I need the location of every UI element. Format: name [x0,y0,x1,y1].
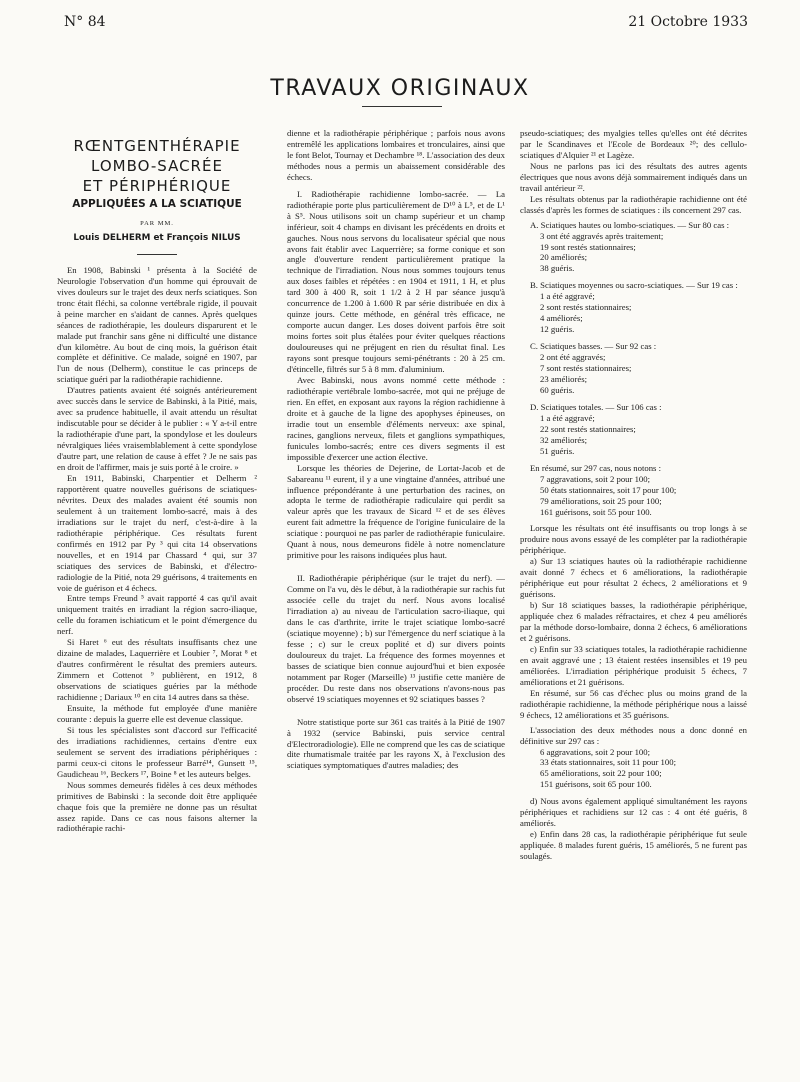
stats-line: 23 améliorés; [540,374,588,385]
stats-line: 60 guéris. [540,384,575,395]
stats-line: 33 états stationnaires, soit 11 pour 100; [540,757,677,768]
paragraph: Si tous les spécialistes sont d'accord sur l'efficacité des irradiations rachidiennes, certains d'entre eux seulement se servent des irradiations périphériques : parmi ceux-ci citons le professeur Barré¹⁴, Gunsett ¹⁵, Gaudicheau ¹⁶, Beckers ¹⁷, Boine ⁸ et les auteurs belges. [57,724,257,779]
page-number: N° 84 [64,14,106,30]
paragraph: e) Enfin dans 28 cas, la radiothérapie périphérique fut seule appliquée. 8 malades furent guéris, 15 améliorés, 5 ne furent pas soulagés. [520,829,747,862]
stats-line: 79 améliorations, soit 25 pour 100; [540,495,662,506]
article-by: PAR MM. [140,219,174,227]
paragraph: a) Sur 13 sciatiques hautes où la radiothérapie rachidienne avait donné 7 échecs et 6 améliorations, la radiothérapie périphérique eut pour résultat 2 échecs, 2 améliorations et 9 guérisons. [520,556,747,600]
stats-line: 151 guérisons, soit 65 pour 100. [540,779,652,790]
stats-block-a [520,220,747,275]
stats-line: 1 a été aggravé; [540,412,595,423]
article-authors: Louis DELHERM et François NILUS [73,232,241,243]
paragraph: Lorsque les résultats ont été insuffisants ou trop longs à se produire nous avons essayé de les compléter par la radiothérapie périphérique. [520,523,747,556]
article-subtitle: APPLIQUÉES A LA SCIATIQUE [72,198,242,210]
stats-line: 3 ont été aggravés après traitement; [540,230,664,241]
column-1 [57,128,257,834]
stats-block-c [520,341,747,396]
section-peripherique: II. Radiothérapie périphérique (sur le trajet du nerf). — Comme on l'a vu, dès le début, à la radiothérapie sur rachis fut associée celle du trajet du nerf. Nous avons localisé l'irradiation a) au niveau de l'articulation sacro-iliaque, qui dans le cas d'arthrite, irrite le trajet sciatique lombo-sacré (sciatique moyenne) ; b) sur l'émergence du nerf sciatique à la fesse ; c) sur le creux poplité et d) sur divers points douloureux du trajet. La fréquence des formes moyennes et basses de sciatique bien connue aujourd'hui et bien exposée notamment par Roger (Marseille) ¹³ justifie cette manière de procéder. Du reste dans nos observations n'avons-nous pas observé 19 sciatiques moyennes et 92 sciatiques basses ? [287,573,505,704]
stats-head: B. Sciatiques moyennes ou sacro-sciatiques. — Sur 19 cas : [530,280,738,291]
stats-line: 51 guéris. [540,445,575,456]
stats-line: 22 sont restés stationnaires; [540,423,636,434]
stats-head: C. Sciatiques basses. — Sur 92 cas : [530,341,657,352]
stats-head: En résumé, sur 297 cas, nous notons : [530,462,662,473]
stats-line: 7 sont restés stationnaires; [540,363,632,374]
stats-line: 1 a été aggravé; [540,291,595,302]
article-rule [137,254,177,255]
page-header [64,14,748,36]
stats-line: 65 améliorations, soit 22 pour 100; [540,768,662,779]
paragraph: En résumé, sur 56 cas d'échec plus ou moins grand de la radiothérapie rachidienne, la méthode périphérique nous a laissé 9 échecs, 12 améliorations et 35 guérisons. [520,687,747,720]
stats-head: D. Sciatiques totales. — Sur 106 cas : [530,401,662,412]
paragraph: Avec Babinski, nous avons nommé cette méthode : radiothérapie vertébrale lombo-sacrée, mot qui ne préjuge de rien. En effet, en exposant aux rayons la région rachidienne à droite et à gauche de la ligne des apophyses épineuses, on irradie tout un ensemble d'éléments nerveux: axe spinal, racines, ganglions nerveux, filets et ganglions sympathiques, funicules lombo-sacrés; entre ces divers segments il est impossible d'exercer une action élective. [287,374,505,462]
paragraph: d) Nous avons également appliqué simultanément les rayons périphériques et rachidiens sur 12 cas : 4 ont été guéris, 8 améliorés. [520,796,747,829]
paragraph: Entre temps Freund ⁵ avait rapporté 4 cas qu'il avait uniquement traités en irradiant la région sacro-iliaque, celle du foramen ischiaticum et le point d'émergence du nerf. [57,593,257,637]
paragraph: En 1908, Babinski ¹ présenta à la Société de Neurologie l'observation d'un homme qui éprouvait de vives douleurs sur le trajet des deux nerfs sciatiques. Son tronc était fléchi, sa colonne vertébrale rigide, il pouvait à peine marcher en s'aidant de cannes. Après quelques séances de radiothérapie, les douleurs disparurent et le malade put franchir sans gêne ni difficulté une distance d'un kilomètre. Au bout de cinq mois, la guérison était complète et définitive. Ce malade, soigné en 1907, par l'un de nous (Delherm), constitue le cas princeps de sciatique guéri par la radiothérapie rachidienne. [57,264,257,385]
stats-line: 161 guérisons, soit 55 pour 100. [540,506,652,517]
stats-block-b [520,280,747,335]
stats-line: 4 améliorés; [540,313,583,324]
paragraph: pseudo-sciatiques; des myalgies telles qu'elles ont été décrites par le Scandinaves et l'Ecole de Bordeaux ²⁰; des cellulo-sciatiques d'Alquier ²¹ et Lagèze. [520,128,747,160]
paragraph: Lorsque les théories de Dejerine, de Lortat-Jacob et de Sabareanu ¹¹ eurent, il y a une vingtaine d'années, attribué une influence prépondérante à une perturbation des racines, on adopta le terme de radiothérapie radiculaire qui perdit sa valeur après que les travaux de Sicard ¹² et de ses élèves eurent fait admettre la fréquence de l'origine funiculaire de la sciatique : pourquoi ne pas parler de radiothérapie funiculaire. Quant à nous, nous demeurons fidèle à notre nomenclature primitive pour les raisons indiquées plus haut. [287,462,505,561]
stats-head: A. Sciatiques hautes ou lombo-sciatiques. — Sur 80 cas : [530,219,730,230]
stats-head: L'association des deux méthodes nous a donc donné en définitive sur 297 cas : [520,724,747,746]
summary-block-2 [520,725,747,791]
stats-line: 12 guéris. [540,324,575,335]
column-3 [520,128,747,862]
paragraph: b) Sur 18 sciatiques basses, la radiothérapie périphérique, appliquée chez 6 malades réfractaires, et chez 4 peu améliorés par la méthode dorso-lombaire, donna 2 échecs, 6 améliorations et 2 guérisons. [520,600,747,643]
summary-block-1 [520,463,747,518]
column-2 [287,128,505,771]
stats-line: 38 guéris. [540,263,575,274]
paragraph: Notre statistique porte sur 361 cas traités à la Pitié de 1907 à 1932 (service Babinski, puis service central d'Electroradiologie). Elle ne comprend que les cas de sciatique dite rhumatismale traitée par les rayons X, à l'exclusion des sciatiques symptomatiques d'autres maladies; des [287,716,505,771]
stats-line: 50 états stationnaires, soit 17 pour 100; [540,484,677,495]
paragraph: dienne et la radiothérapie périphérique ; parfois nous avons entremêlé les applications lombaires et tronculaires, ainsi que le font Belot, Tournay et Dechambre ¹⁸. L'association des deux méthodes nous a permis un abaissement considérable des échecs. [287,128,505,182]
article-title-line: ET PÉRIPHÉRIQUE [82,177,232,195]
article-title-line: LOMBO-SACRÉE [91,157,223,175]
stats-line: 2 ont été aggravés; [540,352,606,363]
stats-line: 20 améliorés; [540,252,588,263]
paragraph: Si Haret ⁶ eut des résultats insuffisants chez une dizaine de malades, Laquerrière et Loubier ⁷, Morat ⁸ et d'autres confirmèrent le résultat des premiers auteurs. Zimmern et Cottenot ⁹ publièrent, en 1912, 8 observations de sciatiques guéries par la méthode rachidienne ; Dariaux ¹⁰ en cita 14 autres dans sa thèse. [57,637,257,703]
article-title [57,136,257,196]
paragraph: Nous ne parlons pas ici des résultats des autres agents électriques que nous avons déjà sommairement indiqués dans un travail antérieur ²². [520,160,747,193]
section-rachidienne: I. Radiothérapie rachidienne lombo-sacrée. — La radiothérapie porte plus particulièrement de D¹⁰ à L⁵, et de L¹ à S⁵. Nous utilisons soit un champ supérieur et un champ inférieur, soit 4 champs en divisant les précédents en droits et gauches. Nous nous servons du localisateur spécial que nous avons fait établir avec Laquerrière; sa forme conique et son angle d'ouverture rendent particulièrement pratique la technique de l'irradiation. Nous nous sommes toujours tenus aux doses faibles et répétées : en 1904 et 1911, 1 H, et plus tard 300 à 400 R, soit 1 1/2 à 2 H par séance jusqu'à concurrence de 1.200 à 1.600 R par série distribuée en dix à quinze jours. Cette méthode, en général très efficace, ne comporte aucun danger. Les doses doivent parfois être soit moins fortes soit plus étalées pour éviter quelques réactions douloureuses qui ne préjugent en rien du résultat final. Les rayons sont presque toujours semi-pénétrants : 20 à 25 cm. d'étincelle, filtrés sur 5 à 8 mm. d'aluminium. [287,188,505,375]
paragraph: Ensuite, la méthode fut employée d'une manière courante : depuis la guerre elle est devenue classique. [57,702,257,724]
stats-line: 32 améliorés; [540,434,588,445]
stats-block-d [520,402,747,457]
paragraph: Nous sommes demeurés fidèles à ces deux méthodes primitives de Babinski : la seconde doit être appliquée chaque fois que la première ne donne pas un résultat assez rapide. Dans ce cas nous faisons alterner la radiothérapie rachi- [57,779,257,834]
stats-line: 19 sont restés stationnaires; [540,241,636,252]
paragraph: En 1911, Babinski, Charpentier et Delherm ² rapportèrent quatre nouvelles guérisons de sciatiques-névrites. Deux des malades avaient été soumis non seulement à un traitement lombo-sacré, mais à des irradiations sur le trajet du nerf, c'est-à-dire à la radiothérapie périphérique. Ces résultats furent confirmés en 1912 par Py ³ qui cita 14 observations nouvelles, et en 1914 par Chassard ⁴ qui, sur 37 sciatiques des services de Babinski, et d'électro-radiologie de la Pitié, nota 29 guérisons, 4 traitements en voie de guérison et 4 échecs. [57,472,257,593]
stats-line: 7 aggravations, soit 2 pour 100; [540,473,651,484]
paragraph: Les résultats obtenus par la radiothérapie rachidienne ont été classés d'après les formes de sciatiques : ils concernent 297 cas. [520,193,747,215]
paragraph: c) Enfin sur 33 sciatiques totales, la radiothérapie rachidienne en avait aggravé une ; 13 étaient restées insensibles et 19 peu améliorées. L'irradiation périphérique produisit 5 échecs, 7 améliorations et 21 guérisons. [520,643,747,687]
stats-line: 6 aggravations, soit 2 pour 100; [540,746,651,757]
paragraph: D'autres patients avaient été soignés antérieurement avec succès dans le service de Babinski, à la Pitié, mais, avec sa prudence habituelle, il avait attendu un résultat indiscutable pour se décider à le publier : « Y a-t-il entre la radiothérapie d'une part, la spondylose et les douleurs névralgiques liées vraisemblablement à cette spondylose d'autre part, une relation de cause à effet ? Je ne sais pas en droit de l'affirmer, mais je suis porté à le croire. » [57,385,257,473]
issue-date: 21 Octobre 1933 [628,14,748,30]
stats-line: 2 sont restés stationnaires; [540,302,632,313]
section-title: TRAVAUX ORIGINAUX [270,76,530,101]
title-rule [362,106,442,107]
article-title-line: RŒNTGENTHÉRAPIE [73,137,241,155]
